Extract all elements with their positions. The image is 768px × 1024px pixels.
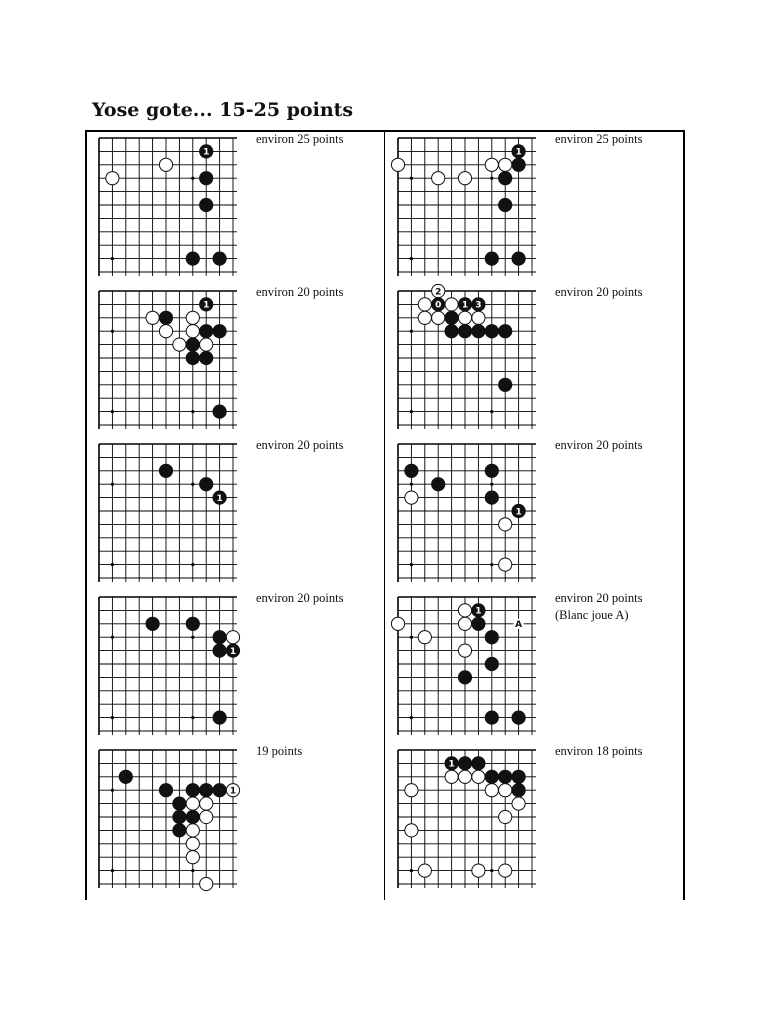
black-stone-disc <box>159 311 172 324</box>
black-stone <box>200 198 213 211</box>
white-stone <box>472 311 485 324</box>
table-left-border <box>85 130 87 900</box>
white-stone-disc <box>432 311 445 324</box>
white-stone <box>432 284 445 297</box>
move-number: 1 <box>203 147 210 158</box>
black-stone <box>485 770 498 783</box>
move-number: 1 <box>203 300 210 311</box>
black-stone <box>485 325 498 338</box>
white-stone-disc <box>458 617 471 630</box>
hoshi-point <box>191 869 194 872</box>
black-stone-disc <box>186 252 199 265</box>
hoshi-point <box>410 257 413 260</box>
move-number: 1 <box>216 493 223 504</box>
hoshi-point <box>490 869 493 872</box>
white-stone <box>173 338 186 351</box>
white-stone-disc <box>458 770 471 783</box>
white-stone-disc <box>405 824 418 837</box>
black-stone-disc <box>485 631 498 644</box>
black-stone <box>186 617 199 630</box>
hoshi-point <box>490 483 493 486</box>
black-stone <box>485 657 498 670</box>
black-stone <box>432 478 445 491</box>
white-stone <box>186 824 199 837</box>
hoshi-point <box>410 636 413 639</box>
move-number: 1 <box>475 606 482 617</box>
black-stone-disc <box>472 325 485 338</box>
white-stone <box>418 298 431 311</box>
problem-caption <box>555 590 643 624</box>
go-board-6 <box>391 437 539 585</box>
white-stone-disc <box>499 864 512 877</box>
black-stone <box>512 711 525 724</box>
black-stone <box>485 711 498 724</box>
white-stone <box>458 644 471 657</box>
white-stone <box>159 158 172 171</box>
problem-caption <box>256 437 344 454</box>
black-stone-disc <box>213 252 226 265</box>
white-stone-disc <box>200 877 213 890</box>
white-stone <box>445 298 458 311</box>
white-stone <box>445 770 458 783</box>
white-stone-disc <box>472 770 485 783</box>
black-stone <box>472 325 485 338</box>
black-stone-disc <box>186 351 199 364</box>
white-stone <box>432 172 445 185</box>
white-stone <box>391 617 404 630</box>
black-stone-disc <box>458 325 471 338</box>
black-stone-disc <box>458 757 471 770</box>
white-stone-disc <box>173 338 186 351</box>
black-stone <box>472 617 485 630</box>
move-number: 0 <box>435 300 442 311</box>
white-stone <box>405 491 418 504</box>
caption-line: environ 20 points <box>555 438 643 452</box>
go-board-7 <box>92 590 240 738</box>
black-stone-disc <box>485 464 498 477</box>
black-stone-disc <box>213 631 226 644</box>
black-stone-disc <box>173 824 186 837</box>
white-stone-disc <box>458 644 471 657</box>
black-stone-disc <box>499 198 512 211</box>
hoshi-point <box>111 636 114 639</box>
black-stone <box>499 378 512 391</box>
white-stone-disc <box>186 325 199 338</box>
white-stone-disc <box>159 325 172 338</box>
move-number: 2 <box>435 287 442 298</box>
white-stone-disc <box>200 810 213 823</box>
marker-label: A <box>515 620 523 631</box>
white-stone-disc <box>186 851 199 864</box>
black-stone-disc <box>200 325 213 338</box>
caption-line: (Blanc joue A) <box>555 608 629 622</box>
black-stone-disc <box>512 252 525 265</box>
hoshi-point <box>490 563 493 566</box>
black-stone <box>458 298 471 311</box>
problem-caption <box>555 743 643 760</box>
black-stone <box>213 252 226 265</box>
white-stone-disc <box>458 604 471 617</box>
black-stone <box>173 810 186 823</box>
problem-caption <box>256 743 302 760</box>
black-stone <box>472 604 485 617</box>
black-stone-disc <box>485 711 498 724</box>
caption-line: 19 points <box>256 744 303 758</box>
black-stone <box>445 311 458 324</box>
white-stone-disc <box>432 172 445 185</box>
black-stone <box>159 464 172 477</box>
black-stone <box>213 784 226 797</box>
black-stone <box>200 145 213 158</box>
hoshi-point <box>410 330 413 333</box>
white-stone <box>472 770 485 783</box>
black-stone <box>485 491 498 504</box>
black-stone-disc <box>213 711 226 724</box>
white-stone-disc <box>458 172 471 185</box>
hoshi-point <box>410 410 413 413</box>
go-board-9 <box>92 743 240 891</box>
black-stone <box>186 351 199 364</box>
hoshi-point <box>111 257 114 260</box>
caption-line: environ 20 points <box>256 438 344 452</box>
black-stone <box>512 504 525 517</box>
black-stone-disc <box>405 464 418 477</box>
white-stone-disc <box>499 558 512 571</box>
white-stone-disc <box>499 810 512 823</box>
white-stone <box>226 631 239 644</box>
white-stone <box>458 604 471 617</box>
black-stone <box>200 784 213 797</box>
white-stone <box>499 864 512 877</box>
hoshi-point <box>410 563 413 566</box>
problem-caption <box>256 284 344 301</box>
black-stone-disc <box>499 770 512 783</box>
white-stone <box>499 518 512 531</box>
white-stone-disc <box>106 172 119 185</box>
go-board-10 <box>391 743 539 891</box>
white-stone-disc <box>445 298 458 311</box>
caption-line: environ 20 points <box>256 285 344 299</box>
white-stone <box>186 837 199 850</box>
white-stone-disc <box>499 784 512 797</box>
problem-caption <box>256 590 344 607</box>
black-stone <box>213 711 226 724</box>
black-stone-disc <box>499 325 512 338</box>
black-stone-disc <box>213 784 226 797</box>
white-stone-disc <box>485 784 498 797</box>
black-stone <box>445 325 458 338</box>
black-stone-disc <box>146 617 159 630</box>
white-stone-disc <box>226 631 239 644</box>
black-stone <box>213 644 226 657</box>
move-number: 1 <box>515 147 522 158</box>
hoshi-point <box>191 483 194 486</box>
hoshi-point <box>111 716 114 719</box>
black-stone <box>173 797 186 810</box>
black-stone-disc <box>173 797 186 810</box>
black-stone-disc <box>186 617 199 630</box>
white-stone <box>499 558 512 571</box>
black-stone <box>405 464 418 477</box>
black-stone <box>512 145 525 158</box>
problem-caption <box>555 437 643 454</box>
black-stone <box>512 770 525 783</box>
white-stone <box>418 631 431 644</box>
white-stone <box>186 325 199 338</box>
white-stone-disc <box>200 797 213 810</box>
move-number: 3 <box>475 300 482 311</box>
white-stone <box>485 784 498 797</box>
black-stone <box>472 757 485 770</box>
table-right-border <box>683 130 685 900</box>
go-board-1 <box>92 131 240 279</box>
page-title: Yose gote... 15-25 points <box>92 99 354 121</box>
go-board-8 <box>391 590 539 738</box>
white-stone-disc <box>418 864 431 877</box>
white-stone-disc <box>499 518 512 531</box>
hoshi-point <box>111 869 114 872</box>
black-stone-disc <box>458 671 471 684</box>
black-stone-disc <box>213 325 226 338</box>
white-stone-disc <box>472 311 485 324</box>
white-stone <box>200 797 213 810</box>
white-stone-disc <box>418 631 431 644</box>
hoshi-point <box>410 716 413 719</box>
black-stone <box>186 784 199 797</box>
move-number: 1 <box>515 507 522 518</box>
white-stone <box>499 810 512 823</box>
black-stone <box>499 172 512 185</box>
problem-caption <box>256 131 344 148</box>
caption-line: environ 18 points <box>555 744 643 758</box>
white-stone-disc <box>159 158 172 171</box>
black-stone <box>159 784 172 797</box>
black-stone <box>512 784 525 797</box>
black-stone <box>472 298 485 311</box>
go-board-5 <box>92 437 240 585</box>
white-stone-disc <box>445 770 458 783</box>
black-stone <box>200 478 213 491</box>
white-stone-disc <box>186 824 199 837</box>
white-stone <box>405 784 418 797</box>
white-stone <box>391 158 404 171</box>
problem-caption <box>555 284 643 301</box>
black-stone <box>186 252 199 265</box>
black-stone-disc <box>499 172 512 185</box>
black-stone-disc <box>472 757 485 770</box>
black-stone-disc <box>445 325 458 338</box>
white-stone-disc <box>186 311 199 324</box>
black-stone <box>186 338 199 351</box>
white-stone <box>418 311 431 324</box>
black-stone-disc <box>119 770 132 783</box>
go-board-3 <box>92 284 240 432</box>
go-board-4 <box>391 284 539 432</box>
white-stone <box>485 158 498 171</box>
white-stone <box>472 864 485 877</box>
hoshi-point <box>410 869 413 872</box>
hoshi-point <box>490 177 493 180</box>
black-stone-disc <box>200 198 213 211</box>
caption-line: environ 20 points <box>256 591 344 605</box>
hoshi-point <box>191 563 194 566</box>
black-stone-disc <box>200 172 213 185</box>
black-stone <box>485 631 498 644</box>
black-stone <box>458 671 471 684</box>
white-stone <box>405 824 418 837</box>
white-stone-disc <box>472 864 485 877</box>
black-stone-disc <box>485 325 498 338</box>
white-stone-disc <box>146 311 159 324</box>
move-number: 1 <box>229 646 237 657</box>
black-stone-disc <box>485 491 498 504</box>
white-stone <box>458 172 471 185</box>
white-stone <box>226 784 239 797</box>
black-stone <box>499 770 512 783</box>
hoshi-point <box>410 483 413 486</box>
white-stone <box>200 338 213 351</box>
white-stone-disc <box>405 784 418 797</box>
black-stone <box>213 631 226 644</box>
white-stone <box>499 158 512 171</box>
black-stone <box>512 252 525 265</box>
white-stone <box>499 784 512 797</box>
white-stone <box>432 311 445 324</box>
black-stone-disc <box>159 464 172 477</box>
hoshi-point <box>111 330 114 333</box>
white-stone-disc <box>405 491 418 504</box>
white-stone <box>159 325 172 338</box>
problem-caption <box>555 131 643 148</box>
white-stone-disc <box>458 311 471 324</box>
black-stone <box>445 757 458 770</box>
black-stone-disc <box>159 784 172 797</box>
white-stone <box>186 851 199 864</box>
black-stone-disc <box>445 311 458 324</box>
black-stone <box>186 810 199 823</box>
white-stone-disc <box>418 311 431 324</box>
hoshi-point <box>191 636 194 639</box>
white-stone-disc <box>391 617 404 630</box>
black-stone <box>200 325 213 338</box>
white-stone-disc <box>499 158 512 171</box>
move-number: 1 <box>448 759 455 770</box>
white-stone-disc <box>186 797 199 810</box>
black-stone <box>485 252 498 265</box>
black-stone-disc <box>200 351 213 364</box>
black-stone <box>512 158 525 171</box>
white-stone <box>186 311 199 324</box>
black-stone <box>173 824 186 837</box>
black-stone <box>213 325 226 338</box>
black-stone-disc <box>472 617 485 630</box>
hoshi-point <box>191 716 194 719</box>
black-stone-disc <box>173 810 186 823</box>
black-stone-disc <box>186 784 199 797</box>
hoshi-point <box>111 563 114 566</box>
black-stone-disc <box>432 478 445 491</box>
black-stone-disc <box>485 252 498 265</box>
black-stone <box>213 405 226 418</box>
black-stone-disc <box>213 644 226 657</box>
hoshi-point <box>191 410 194 413</box>
caption-line: environ 20 points <box>555 285 643 299</box>
white-stone <box>186 797 199 810</box>
black-stone <box>146 617 159 630</box>
black-stone <box>200 298 213 311</box>
white-stone <box>200 877 213 890</box>
black-stone-disc <box>200 784 213 797</box>
black-stone <box>213 491 226 504</box>
black-stone-disc <box>485 770 498 783</box>
hoshi-point <box>111 410 114 413</box>
white-stone-disc <box>391 158 404 171</box>
black-stone <box>485 464 498 477</box>
hoshi-point <box>111 483 114 486</box>
hoshi-point <box>111 789 114 792</box>
black-stone-disc <box>200 478 213 491</box>
white-stone-disc <box>485 158 498 171</box>
black-stone <box>159 311 172 324</box>
black-stone <box>119 770 132 783</box>
hoshi-point <box>410 177 413 180</box>
black-stone <box>499 325 512 338</box>
black-stone <box>200 351 213 364</box>
black-stone <box>458 325 471 338</box>
black-stone <box>226 644 239 657</box>
caption-line: environ 25 points <box>555 132 643 146</box>
white-stone <box>418 864 431 877</box>
white-stone <box>458 617 471 630</box>
black-stone <box>432 298 445 311</box>
black-stone-disc <box>186 810 199 823</box>
white-stone-disc <box>418 298 431 311</box>
black-stone-disc <box>499 378 512 391</box>
black-stone-disc <box>213 405 226 418</box>
white-stone-disc <box>186 837 199 850</box>
white-stone <box>458 311 471 324</box>
black-stone-disc <box>512 784 525 797</box>
white-stone <box>512 797 525 810</box>
black-stone <box>200 172 213 185</box>
white-stone <box>458 770 471 783</box>
white-stone <box>200 810 213 823</box>
move-number: 1 <box>229 786 237 797</box>
caption-line: environ 25 points <box>256 132 344 146</box>
hoshi-point <box>191 177 194 180</box>
hoshi-point <box>490 410 493 413</box>
black-stone-disc <box>485 657 498 670</box>
black-stone-disc <box>512 158 525 171</box>
white-stone <box>146 311 159 324</box>
black-stone-disc <box>512 770 525 783</box>
white-stone-disc <box>512 797 525 810</box>
table-column-divider <box>384 130 385 900</box>
black-stone-disc <box>186 338 199 351</box>
move-number: 1 <box>461 300 469 311</box>
caption-line: environ 20 points <box>555 591 643 605</box>
black-stone <box>499 198 512 211</box>
white-stone-disc <box>200 338 213 351</box>
black-stone <box>458 757 471 770</box>
go-board-2 <box>391 131 539 279</box>
black-stone-disc <box>512 711 525 724</box>
white-stone <box>106 172 119 185</box>
